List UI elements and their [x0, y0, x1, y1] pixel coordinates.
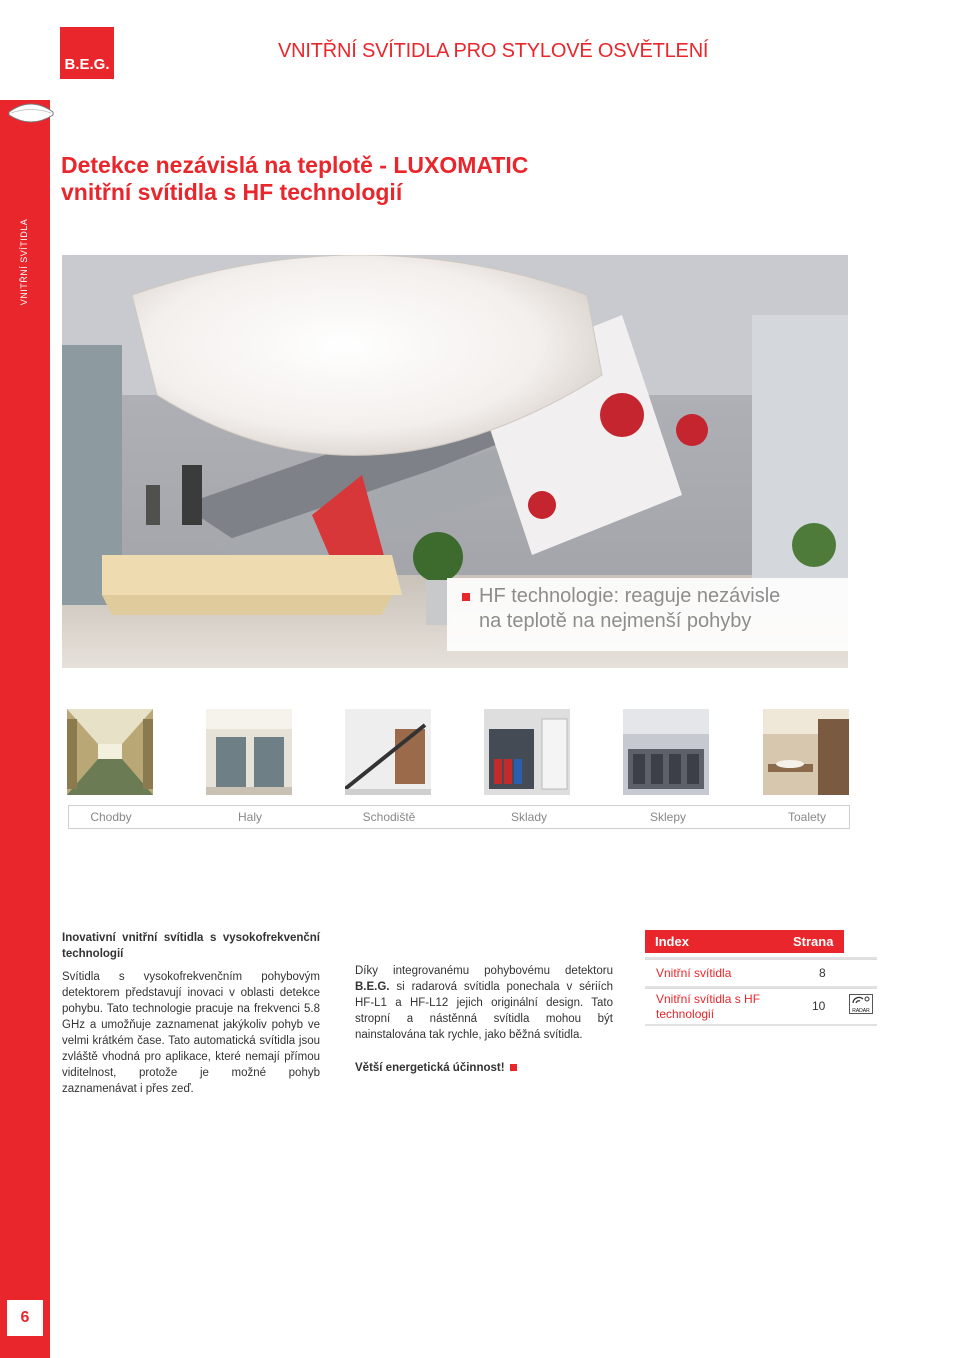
logo-text: B.E.G. [64, 56, 110, 73]
bullet-square-icon [510, 1064, 517, 1071]
thumb-toilet [763, 709, 849, 795]
ceiling-lamp-icon [6, 98, 56, 128]
bullet-square-icon [462, 593, 470, 601]
index-row-label: Vnitřní svítidla [656, 966, 732, 980]
text-column-2 [355, 963, 613, 1076]
main-title-line2: vnitřní svítidla s HF technologií [61, 179, 403, 205]
page-header-title: VNITŘNÍ SVÍTIDLA PRO STYLOVÉ OSVĚTLENÍ [278, 40, 709, 62]
index-row[interactable] [645, 959, 877, 986]
radar-icon [849, 994, 873, 1014]
column2-body [355, 963, 613, 1043]
category-label: Chodby [90, 810, 132, 824]
column1-heading: Inovativní vnitřní svítidla s vysokofrekvenční technologií [62, 932, 320, 960]
column2-brand: B.E.G. [355, 981, 390, 993]
index-row[interactable] [645, 988, 877, 1024]
category-label: Haly [237, 810, 263, 824]
category-label: Sklepy [649, 810, 687, 824]
page-number: 6 [7, 1300, 43, 1336]
main-title-line1: Detekce nezávislá na teplotě - LUXOMATIC [61, 152, 529, 178]
thumb-staircase [345, 709, 431, 795]
radar-icon-text: RADAR [852, 1008, 870, 1014]
hero-caption-text [479, 584, 780, 634]
category-label: Toalety [787, 810, 827, 824]
index-divider [645, 1024, 877, 1026]
thumb-cellar [623, 709, 709, 795]
index-header-page: Strana [793, 934, 834, 949]
thumb-corridor [67, 709, 153, 795]
hero-caption-line2: na teplotě na nejmenší pohyby [479, 610, 752, 632]
category-strip [68, 805, 850, 829]
category-label: Sklady [510, 810, 548, 824]
column1-body: Svítidla s vysokofrekvenčním pohybovým detektorem představují inovaci v oblasti detekce pohybu. Tato technologie pracuje na frekvenci 5.8 GHz a umožňuje zaznamenat jakýkoliv pohyb ve velmi krátkém čase. Tato automatická svítidla jsou zvláště vhodná pro aplikace, které nemají přímou viditelnost, protože je možné pohyb zaznamenávat i přes zeď. [62, 971, 320, 1095]
index-row-label: Vnitřní svítidla s HF technologií [656, 992, 761, 1021]
main-title [61, 152, 528, 206]
index-header-label: Index [655, 934, 689, 949]
text-column-1 [62, 930, 320, 1097]
beg-logo [60, 27, 114, 79]
index-row-page: 10 [812, 999, 826, 1013]
sidebar-label: VNITŘNÍ SVÍTIDLA [19, 218, 29, 306]
hero-caption [447, 578, 848, 651]
thumb-storage [484, 709, 570, 795]
efficiency-line [355, 1060, 613, 1076]
thumb-hall [206, 709, 292, 795]
index-row-page: 8 [819, 966, 826, 980]
efficiency-text: Větší energetická účinnost! [355, 1062, 505, 1074]
category-label: Schodiště [362, 810, 416, 824]
column2-body-start: Díky integrovanému pohybovému detektoru [355, 965, 613, 977]
hero-caption-line1: HF technologie: reaguje nezávisle [479, 585, 781, 607]
index-header [645, 930, 844, 953]
column2-body-end: si radarová svítidla ponechala v sériích HF-L1 a HF-L12 jejich originální design. Tato stropní a nástěnná svítidla mohou být nainstalována tak rychle, jako běžná svítidla. [355, 981, 613, 1041]
